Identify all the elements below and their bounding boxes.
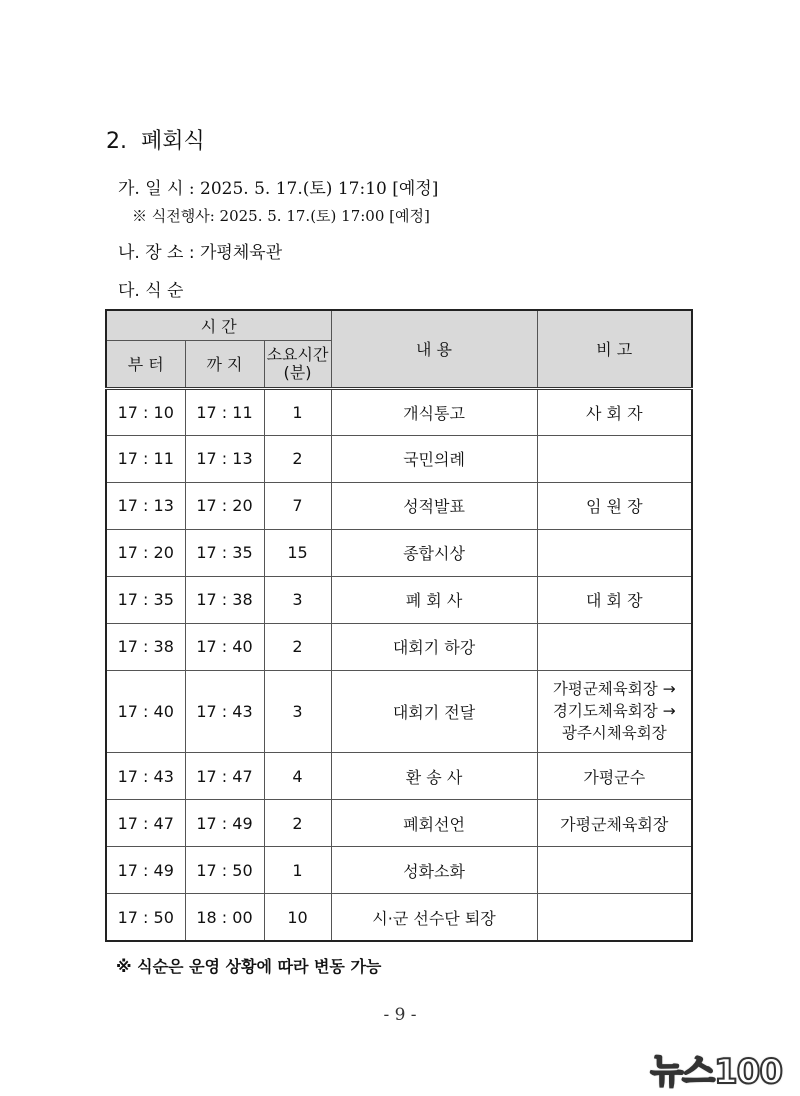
watermark-logo: 뉴스100 (650, 1052, 782, 1092)
section-number: 2. (106, 129, 127, 154)
header-duration: 소요시간(분) (264, 340, 331, 388)
cell-duration: 2 (264, 623, 331, 670)
cell-end-time: 17 : 50 (185, 847, 264, 894)
cell-program: 종합시상 (331, 529, 537, 576)
event-venue: 나. 장 소 : 가평체육관 (118, 243, 283, 263)
cell-end-time: 17 : 40 (185, 623, 264, 670)
header-time: 시 간 (106, 310, 331, 340)
cell-note (537, 894, 692, 941)
cell-program: 국민의례 (331, 435, 537, 482)
cell-end-time: 17 : 13 (185, 435, 264, 482)
cell-program: 개식통고 (331, 388, 537, 435)
cell-start-time: 17 : 49 (106, 847, 185, 894)
cell-duration: 1 (264, 847, 331, 894)
cell-end-time: 17 : 47 (185, 753, 264, 800)
cell-start-time: 17 : 11 (106, 435, 185, 482)
cell-note (537, 670, 692, 753)
cell-duration: 3 (264, 670, 331, 753)
cell-end-time: 17 : 20 (185, 482, 264, 529)
header-note: 비 고 (537, 310, 692, 388)
cell-note: 가평군수 (537, 753, 692, 800)
table-row (106, 670, 692, 753)
cell-end-time: 17 : 49 (185, 800, 264, 847)
cell-duration: 1 (264, 388, 331, 435)
table-row (106, 753, 692, 800)
footnote: ※ 식순은 운영 상황에 따라 변동 가능 (116, 957, 382, 976)
cell-start-time: 17 : 35 (106, 576, 185, 623)
section-title: 폐회식 (141, 129, 205, 154)
cell-program: 성화소화 (331, 847, 537, 894)
section-heading (106, 124, 205, 155)
cell-start-time: 17 : 20 (106, 529, 185, 576)
cell-duration: 2 (264, 800, 331, 847)
header-content: 내 용 (331, 310, 537, 388)
pre-event-time: ※ 식전행사: 2025. 5. 17.(토) 17:00 [예정] (132, 207, 430, 225)
cell-note (537, 623, 692, 670)
note-line: 광주시체육회장 (561, 724, 667, 743)
cell-end-time: 18 : 00 (185, 894, 264, 941)
cell-start-time: 17 : 10 (106, 388, 185, 435)
cell-program: 성적발표 (331, 482, 537, 529)
event-order-label: 다. 식 순 (118, 281, 184, 301)
header-to: 까 지 (185, 340, 264, 388)
ceremony-schedule-table (105, 309, 693, 942)
page-number: - 9 - (383, 1005, 417, 1025)
table-row (106, 847, 692, 894)
cell-start-time: 17 : 13 (106, 482, 185, 529)
table-row (106, 529, 692, 576)
table-row (106, 576, 692, 623)
cell-end-time: 17 : 43 (185, 670, 264, 753)
table-row (106, 894, 692, 941)
table-row (106, 435, 692, 482)
cell-end-time: 17 : 11 (185, 388, 264, 435)
cell-program: 폐 회 사 (331, 576, 537, 623)
cell-end-time: 17 : 38 (185, 576, 264, 623)
cell-program: 환 송 사 (331, 753, 537, 800)
cell-start-time: 17 : 38 (106, 623, 185, 670)
cell-duration: 2 (264, 435, 331, 482)
cell-note: 대 회 장 (537, 576, 692, 623)
cell-program: 대회기 하강 (331, 623, 537, 670)
cell-duration: 7 (264, 482, 331, 529)
note-line: 가평군체육회장 → (552, 680, 676, 699)
cell-note (537, 847, 692, 894)
cell-start-time: 17 : 40 (106, 670, 185, 753)
cell-duration: 15 (264, 529, 331, 576)
table-row (106, 388, 692, 435)
cell-start-time: 17 : 43 (106, 753, 185, 800)
cell-note: 사 회 자 (537, 388, 692, 435)
note-line: 경기도체육회장 → (552, 702, 676, 721)
cell-duration: 4 (264, 753, 331, 800)
cell-start-time: 17 : 50 (106, 894, 185, 941)
cell-note (537, 529, 692, 576)
event-date: 가. 일 시 : 2025. 5. 17.(토) 17:10 [예정] (118, 179, 439, 199)
cell-note: 임 원 장 (537, 482, 692, 529)
table-row (106, 623, 692, 670)
cell-duration: 3 (264, 576, 331, 623)
table-row (106, 482, 692, 529)
cell-program: 폐회선언 (331, 800, 537, 847)
cell-duration: 10 (264, 894, 331, 941)
cell-note (537, 435, 692, 482)
cell-program: 시·군 선수단 퇴장 (331, 894, 537, 941)
cell-end-time: 17 : 35 (185, 529, 264, 576)
header-from: 부 터 (106, 340, 185, 388)
cell-note: 가평군체육회장 (537, 800, 692, 847)
cell-program: 대회기 전달 (331, 670, 537, 753)
table-row (106, 800, 692, 847)
cell-start-time: 17 : 47 (106, 800, 185, 847)
